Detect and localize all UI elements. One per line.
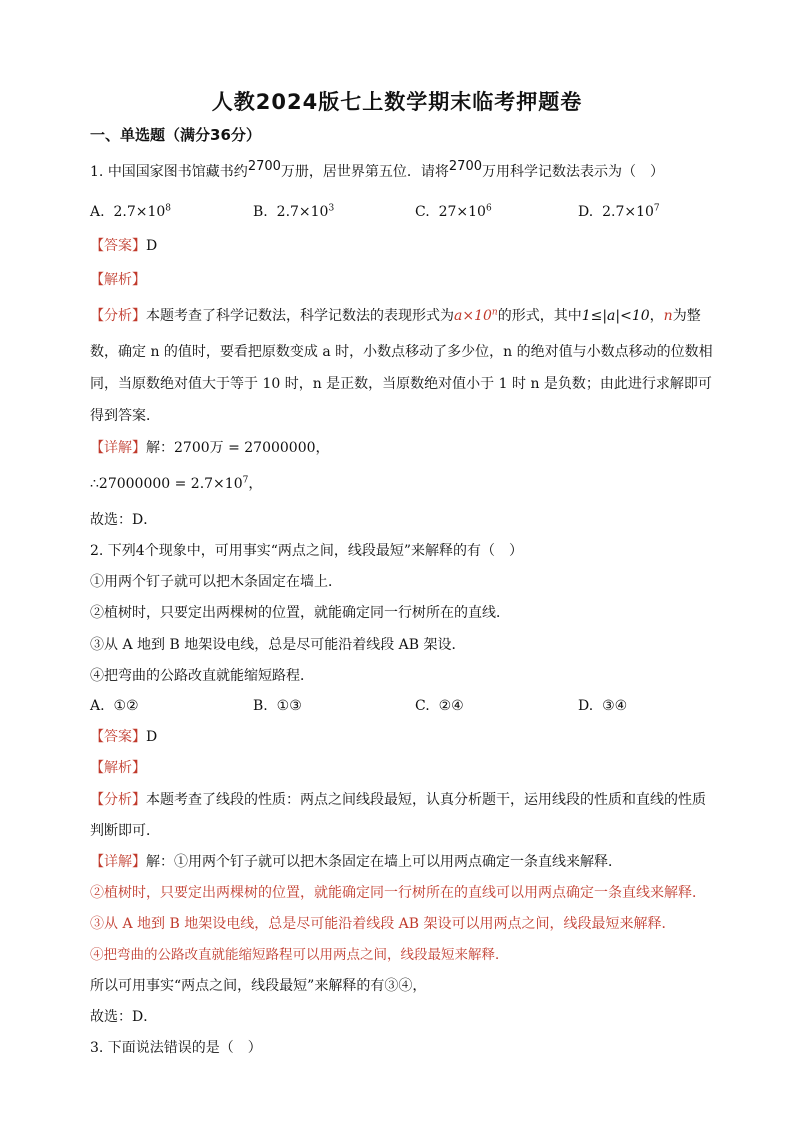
q3-stem: 3. 下面说法错误的是（ ）: [90, 1040, 262, 1056]
q2-option-d[interactable]: D. ③④: [578, 698, 628, 714]
q2-summary: 所以可用事实“两点之间，线段最短”来解释的有③④，: [90, 978, 427, 994]
q2-item-4: ④把弯曲的公路改直就能缩短路程．: [90, 668, 314, 684]
q2-item-2: ②植树时，只要定出两棵树的位置，就能确定同一行树所在的直线．: [90, 605, 510, 621]
section-heading: 一、单选题（满分36分）: [90, 126, 261, 144]
q1-option-b[interactable]: B. $2.7\times 10^3$: [253, 203, 335, 220]
q2-item-1: ①用两个钉子就可以把木条固定在墙上．: [90, 574, 342, 590]
q2-fenxi-line1: 【分析】本题考查了线段的性质：两点之间线段最短，认真分析题干，运用线段的性质和直线的性质: [90, 792, 706, 808]
q1-option-d[interactable]: D. $2.7\times 10^7$: [578, 203, 660, 220]
q1-fenxi-line1: 【分析】本题考查了科学记数法，科学记数法的表现形式为$a\times 10^n$的形式，其中1≤|a|<10，n为整: [90, 307, 701, 324]
q1-fenxi-line2: 数，确定 n 的值时，要看把原数变成 a 时，小数点移动了多少位，n 的绝对值与小数点移动的位数相: [90, 344, 713, 360]
q1-option-c[interactable]: C. $27\times 10^6$: [415, 203, 492, 220]
q2-answer: 【答案】D: [90, 729, 158, 745]
q1-fenxi-line4: 得到答案．: [90, 408, 160, 424]
q1-answer: 【答案】D: [90, 238, 158, 254]
q2-detail-line2: ②植树时，只要定出两棵树的位置，就能确定同一行树所在的直线可以用两点确定一条直线来解释．: [90, 885, 706, 901]
q2-stem: 2. 下列4个现象中，可用事实“两点之间，线段最短”来解释的有（ ）: [90, 543, 524, 559]
q2-option-b[interactable]: B. ①③: [253, 698, 302, 714]
q1-stem: 1. 中国国家图书馆藏书约2700万册，居世界第五位．请将2700万用科学记数法表示为（ ）: [90, 159, 664, 180]
q2-conclusion: 故选：D．: [90, 1009, 158, 1025]
q2-option-c[interactable]: C. ②④: [415, 698, 464, 714]
q2-analysis-label: 【解析】: [90, 760, 146, 776]
q2-item-3: ③从 A 地到 B 地架设电线，总是尽可能沿着线段 AB 架设．: [90, 637, 466, 653]
q1-fenxi-line3: 同，当原数绝对值大于等于 10 时，n 是正数，当原数绝对值小于 1 时 n 是负数；由此进行求解即可: [90, 376, 712, 392]
page-title: 人教2024版七上数学期末临考押题卷: [211, 90, 583, 114]
q1-detail-line2: ∴27000000 = $2.7\times 10^7$，: [90, 475, 263, 492]
q2-detail-line3: ③从 A 地到 B 地架设电线，总是尽可能沿着线段 AB 架设可以用两点之间，线段最短来解释．: [90, 916, 676, 932]
q1-option-a[interactable]: A. $2.7\times 10^8$: [90, 203, 172, 220]
q1-conclusion: 故选：D．: [90, 512, 158, 528]
q2-detail-line1: 【详解】解：①用两个钉子就可以把木条固定在墙上可以用两点确定一条直线来解释．: [90, 854, 622, 870]
q2-detail-line4: ④把弯曲的公路改直就能缩短路程可以用两点之间，线段最短来解释．: [90, 947, 509, 963]
q1-detail-line1: 【详解】解：2700万 = 27000000，: [90, 440, 330, 456]
q2-fenxi-line2: 判断即可．: [90, 823, 160, 839]
q2-option-a[interactable]: A. ①②: [90, 698, 139, 714]
q1-analysis-label: 【解析】: [90, 272, 146, 288]
